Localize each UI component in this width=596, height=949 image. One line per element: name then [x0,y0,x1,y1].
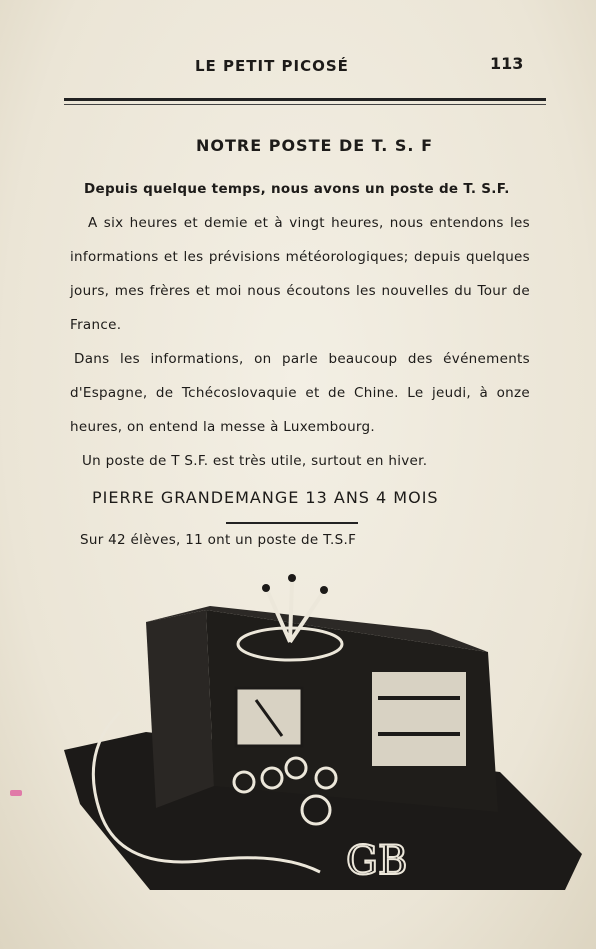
radio-linocut-illustration [60,572,590,902]
newsletter-title: LE PETIT PICOSÉ [195,57,349,75]
page-number: 113 [490,54,524,73]
article-paragraph: Un poste de T S.F. est très utile, surtout en hiver. [82,453,428,469]
header-rule-thin [64,104,546,105]
radio-side [146,610,214,808]
header-rule [64,98,546,101]
class-statistic: Sur 42 élèves, 11 ont un poste de T.S.F [80,532,357,548]
article-paragraph: Dans les informations, on parle beaucoup des événements d'Espagne, de Tchécoslovaquie et de Chine. Le jeudi, à onze heures, on entend la messe à Luxembourg. [70,351,530,435]
article-title: NOTRE POSTE DE T. S. F [196,136,434,155]
article-paragraph: Depuis quelque temps, nous avons un poste de T. S.F. [84,181,510,197]
illustration-initials: GB [346,838,408,884]
article-paragraph: A six heures et demie et à vingt heures, nous entendons les informations et les prévisions météorologiques; depuis quelques jours, mes frères et moi nous écoutons les nouvelles du Tour de France. [70,215,530,333]
author-rule [226,522,358,524]
ink-stain [10,790,22,796]
article-author: PIERRE GRANDEMANGE 13 ANS 4 MOIS [92,488,439,507]
speaker-panel [372,672,466,766]
